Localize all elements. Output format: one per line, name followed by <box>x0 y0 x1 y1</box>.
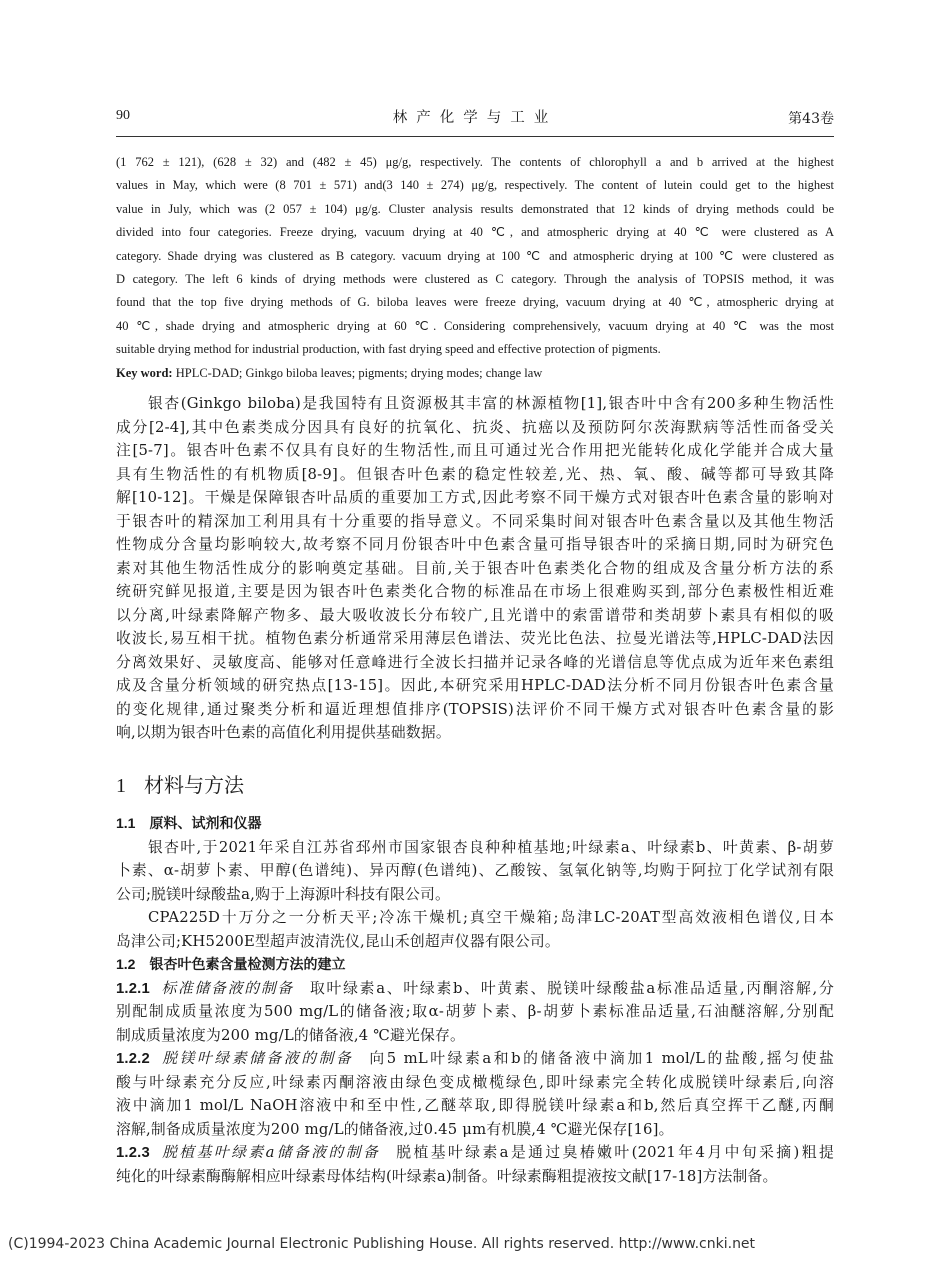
english-abstract <box>116 151 834 385</box>
abstract-line: category. Shade drying was clustered as B category. vacuum drying at 100 ℃ and atmospheric drying at 100 ℃ were clustered as <box>116 248 834 263</box>
intro-line: 银杏(Ginkgo biloba)是我国特有且资源极其丰富的林源植物[1],银杏叶中含有200多种生物活性 <box>148 395 834 412</box>
materials-line: 公司;脱镁叶绿酸盐a,购于上海源叶科技有限公司。 <box>116 885 451 903</box>
procedure-line: 别配制成质量浓度为500 mg/L的储备液;取α-胡萝卜素、β-胡萝卜素标准品适量,石油醚溶解,分别配 <box>116 1003 834 1020</box>
instruments-line: CPA225D十万分之一分析天平;冷冻干燥机;真空干燥箱;岛津LC-20AT型高效液相色谱仪,日本 <box>148 909 834 926</box>
journal-title: 林产化学与工业 <box>392 110 558 126</box>
subsubsection-number: 1.2.2 <box>116 1051 150 1067</box>
page-number: 90 <box>116 108 130 123</box>
procedure-text: 脱植基叶绿素a是通过臭椿嫩叶(2021年4月中旬采摘)粗提 <box>396 1144 834 1161</box>
keywords-label: Key word: <box>116 365 173 380</box>
subsection-number: 1.2 <box>116 956 136 972</box>
procedure-line: 制成质量浓度为200 mg/L的储备液,4 ℃避光保存。 <box>116 1026 465 1044</box>
procedure-line <box>116 1047 834 1071</box>
intro-line: 分离效果好、灵敏度高、能够对任意峰进行全波长扫描并记录各峰的光谱信息等优点成为近年来色素组 <box>116 653 834 671</box>
abstract-line: divided into four categories. Freeze drying, vacuum drying at 40 ℃, and atmospheric drying at 40 ℃ were clustered as A <box>116 225 834 240</box>
intro-line: 收波长,易互相干扰。植物色素分析通常采用薄层色谱法、荧光比色法、拉曼光谱法等,HPLC-DAD法因 <box>116 630 834 647</box>
subsection-heading <box>116 953 834 977</box>
subsection-title: 原料、试剂和仪器 <box>149 816 262 832</box>
copyright-footer: (C)1994-2023 China Academic Journal Electronic Publishing House. All rights reserved. http://www.cnki.net <box>8 1236 756 1252</box>
subsubsection-title: 脱植基叶绿素a储备液的制备 <box>159 1144 381 1161</box>
intro-line: 性物成分含量均影响较大,故考察不同月份银杏叶中色素含量可指导银杏叶的采摘日期,同时为研究色 <box>116 536 834 553</box>
header-rule <box>116 136 834 137</box>
abstract-line: (1 762 ± 121), (628 ± 32) and (482 ± 45) μg/g, respectively. The contents of chlorophyll a and b arrived at the highest <box>116 155 834 169</box>
intro-line: 素对其他生物活性成分的影响奠定基础。目前,关于银杏叶色素类化合物的组成及含量分析方法的系 <box>116 559 834 577</box>
section-heading <box>116 770 244 800</box>
intro-line: 以分离,叶绿素降解产物多、最大吸收波长分布较广,且光谱中的索雷谱带和类胡萝卜素具有相似的吸 <box>116 606 834 624</box>
running-header <box>116 106 834 130</box>
keywords-line <box>116 362 834 385</box>
procedure-text: 取叶绿素a、叶绿素b、叶黄素、脱镁叶绿酸盐a标准品适量,丙酮溶解,分 <box>309 979 834 997</box>
intro-line: 成及含量分析领域的研究热点[13-15]。因此,本研究采用HPLC-DAD法分析不同月份银杏叶色素含量 <box>116 677 834 694</box>
intro-line: 统研究鲜见报道,主要是因为银杏叶色素类化合物的标准品在市场上很难购买到,部分色素极性相近难 <box>116 583 834 600</box>
instruments-line: 岛津公司;KH5200E型超声波清洗仪,昆山禾创超声仪器有限公司。 <box>116 932 560 950</box>
intro-line: 响,以期为银杏叶色素的高值化利用提供基础数据。 <box>116 724 451 741</box>
abstract-line: value in July, which was (2 057 ± 104) μg/g. Cluster analysis results demonstrated that 12 kinds of drying methods could be <box>116 201 834 216</box>
intro-line: 具有生物活性的有机物质[8-9]。但银杏叶色素的稳定性较差,光、热、氧、酸、碱等都可导致其降 <box>116 465 834 483</box>
procedure-text: 向5 mL叶绿素a和b的储备液中滴加1 mol/L的盐酸,摇匀使盐 <box>369 1050 834 1067</box>
abstract-line: D category. The left 6 kinds of drying methods were clustered as C category. Through the analysis of TOPSIS method, it was <box>116 271 834 286</box>
intro-line: 于银杏叶的精深加工利用具有十分重要的指导意义。不同采集时间对银杏叶色素含量以及其他生物活 <box>116 512 834 530</box>
methods <box>116 812 834 1188</box>
subsubsection-title: 标准储备液的制备 <box>159 979 294 997</box>
subsection-title: 银杏叶色素含量检测方法的建立 <box>149 957 346 973</box>
procedure-line: 酸与叶绿素充分反应,叶绿素丙酮溶液由绿色变成橄榄绿色,即叶绿素完全转化成脱镁叶绿素后,向溶 <box>116 1073 834 1091</box>
procedure-line <box>116 977 834 1001</box>
subsubsection-title: 脱镁叶绿素储备液的制备 <box>159 1050 354 1067</box>
procedure-line: 纯化的叶绿素酶酶解相应叶绿素母体结构(叶绿素a)制备。叶绿素酶粗提液按文献[17-18]方法制备。 <box>116 1167 778 1185</box>
abstract-line: 40 ℃, shade drying and atmospheric drying at 60 ℃. Considering comprehensively, vacuum drying at 40 ℃ was the most <box>116 318 834 333</box>
procedure-line <box>116 1141 834 1165</box>
procedure-line: 溶解,制备成质量浓度为200 mg/L的储备液,过0.45 μm有机膜,4 ℃避光保存[16]。 <box>116 1120 674 1138</box>
intro-line: 的变化规律,通过聚类分析和逼近理想值排序(TOPSIS)法评价不同干燥方式对银杏叶色素含量的影 <box>116 700 834 718</box>
abstract-line: found that the top five drying methods of G. biloba leaves were freeze drying, vacuum drying at 40 ℃, atmospheric drying at <box>116 295 834 310</box>
intro-line: 解[10-12]。干燥是保障银杏叶品质的重要加工方式,因此考察不同干燥方式对银杏叶色素含量的影响对 <box>116 489 834 506</box>
materials-line: 卜素、α-胡萝卜素、甲醇(色谱纯)、异丙醇(色谱纯)、乙酸铵、氢氧化钠等,均购于阿拉丁化学试剂有限 <box>116 862 834 879</box>
subsubsection-number: 1.2.3 <box>116 1145 150 1161</box>
section-title: 材料与方法 <box>144 773 244 797</box>
abstract-line: values in May, which were (8 701 ± 571) and(3 140 ± 274) μg/g, respectively. The content of lutein could get to the highest <box>116 178 834 193</box>
introduction <box>116 392 834 745</box>
subsection-number: 1.1 <box>116 815 136 831</box>
procedure-line: 液中滴加1 mol/L NaOH溶液中和至中性,乙醚萃取,即得脱镁叶绿素a和b,然后真空挥干乙醚,丙酮 <box>116 1097 834 1114</box>
abstract-line: suitable drying method for industrial production, with fast drying speed and effective protection of pigments. <box>116 342 661 357</box>
intro-line: 注[5-7]。银杏叶色素不仅具有良好的生物活性,而且可通过光合作用把光能转化成化学能并合成大量 <box>116 442 834 459</box>
section-number: 1 <box>116 775 126 797</box>
subsubsection-number: 1.2.1 <box>116 980 150 997</box>
intro-line: 成分[2-4],其中色素类成分因具有良好的抗氧化、抗炎、抗癌以及预防阿尔茨海默病等活性而备受关 <box>116 418 834 436</box>
keywords-text: HPLC-DAD; Ginkgo biloba leaves; pigments; drying modes; change law <box>175 365 543 380</box>
materials-line: 银杏叶,于2021年采自江苏省邳州市国家银杏良种种植基地;叶绿素a、叶绿素b、叶黄素、β-胡萝 <box>148 838 834 856</box>
volume-label: 第43卷 <box>788 111 834 127</box>
subsection-heading <box>116 812 834 836</box>
